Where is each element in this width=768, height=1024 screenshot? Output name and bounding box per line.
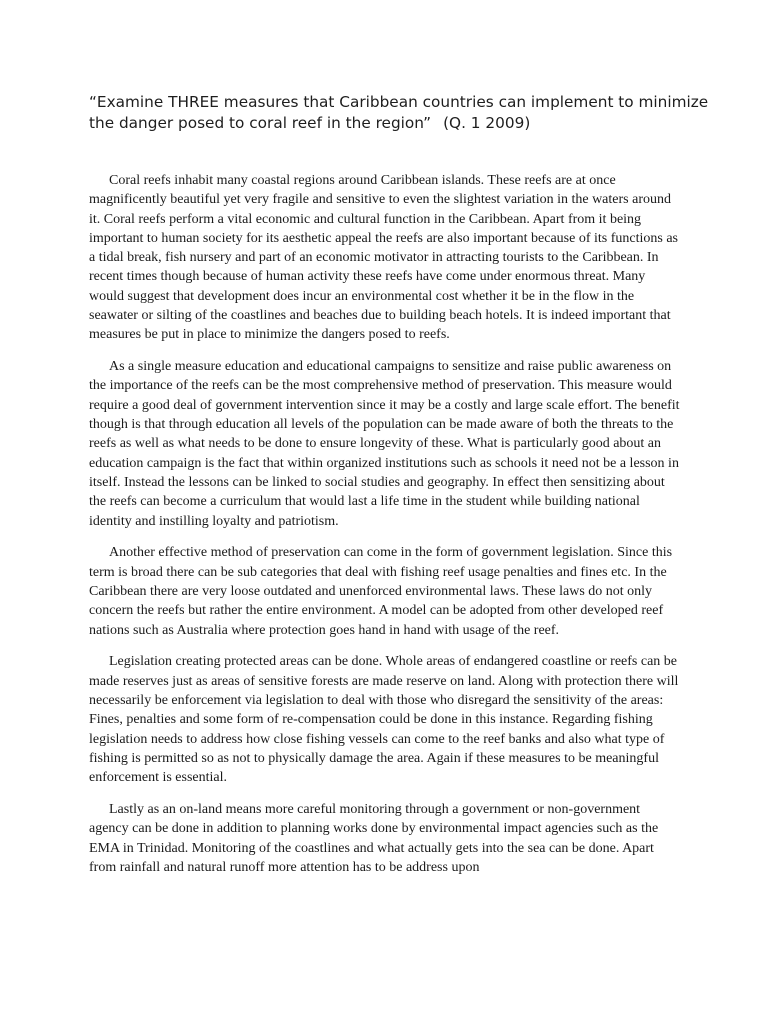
- question-heading: [89, 92, 709, 134]
- question-reference: (Q. 1 2009): [443, 114, 531, 132]
- essay-body: [89, 171, 681, 890]
- paragraph-education: As a single measure education and educational campaigns to sensitize and raise public awareness on the importance of the reefs can be the most comprehensive method of preservation. This measure would require a good deal of government intervention since it may be a costly and large scale effort. The benefit though is that through education all levels of the population can be made aware of both the threats to the reefs as well as what needs to be done to ensure longevity of these. What is particularly good about an education campaign is the fact that within organized institutions such as schools it need not be a lesson in itself. Instead the lessons can be linked to social studies and geography. In effect then sensitizing about the reefs can become a curriculum that would last a life time in the student while building national identity and instilling loyalty and patriotism.: [89, 359, 680, 529]
- paragraph-protected-areas: Legislation creating protected areas can be done. Whole areas of endangered coastline or reefs can be made reserves just as areas of sensitive forests are made reserve on land. Along with protection there will necessarily be enforcement via legislation to deal with those who disregard the sensitivity of the areas: Fines, penalties and some form of re-compensation could be done in this instance. Regarding fishing legislation needs to address how close fishing vessels can come to the reef banks and also what type of fishing is permitted so as not to physically damage the area. Again if these measures to be meaningful enforcement is essential.: [89, 654, 679, 786]
- paragraph-legislation: Another effective method of preservation can come in the form of government legislation. Since this term is broad there can be sub categories that deal with fishing reef usage penalties and fines etc. In the Caribbean there are very loose outdated and unenforced environmental laws. These laws do not only concern the reefs but rather the entire environment. A model can be adopted from other developed reef nations such as Australia where protection goes hand in hand with usage of the reef.: [89, 545, 673, 638]
- question-text: “Examine THREE measures that Caribbean countries can implement to minimize the danger posed to coral reef in the region”: [89, 93, 709, 132]
- paragraph-intro: Coral reefs inhabit many coastal regions around Caribbean islands. These reefs are at once magnificently beautiful yet very fragile and sensitive to even the slightest variation in the waters around it. Coral reefs perform a vital economic and cultural function in the Caribbean. Apart from it being important to human society for its aesthetic appeal the reefs are also important because of its functions as a tidal break, fish nursery and part of an economic motivator in attracting tourists to the Caribbean. In recent times though because of human activity these reefs have come under enormous threat. Many would suggest that development does incur an environmental cost whether it be in the flow in the seawater or silting of the coastlines and beaches due to building beach hotels. It is indeed important that measures be put in place to minimize the dangers posed to reefs.: [89, 173, 678, 343]
- paragraph-monitoring: Lastly as an on-land means more careful monitoring through a government or non-government agency can be done in addition to planning works done by environmental impact agencies such as the EMA in Trinidad. Monitoring of the coastlines and what actually gets into the sea can be done. Apart from rainfall and natural runoff more attention has to be address upon: [89, 801, 659, 875]
